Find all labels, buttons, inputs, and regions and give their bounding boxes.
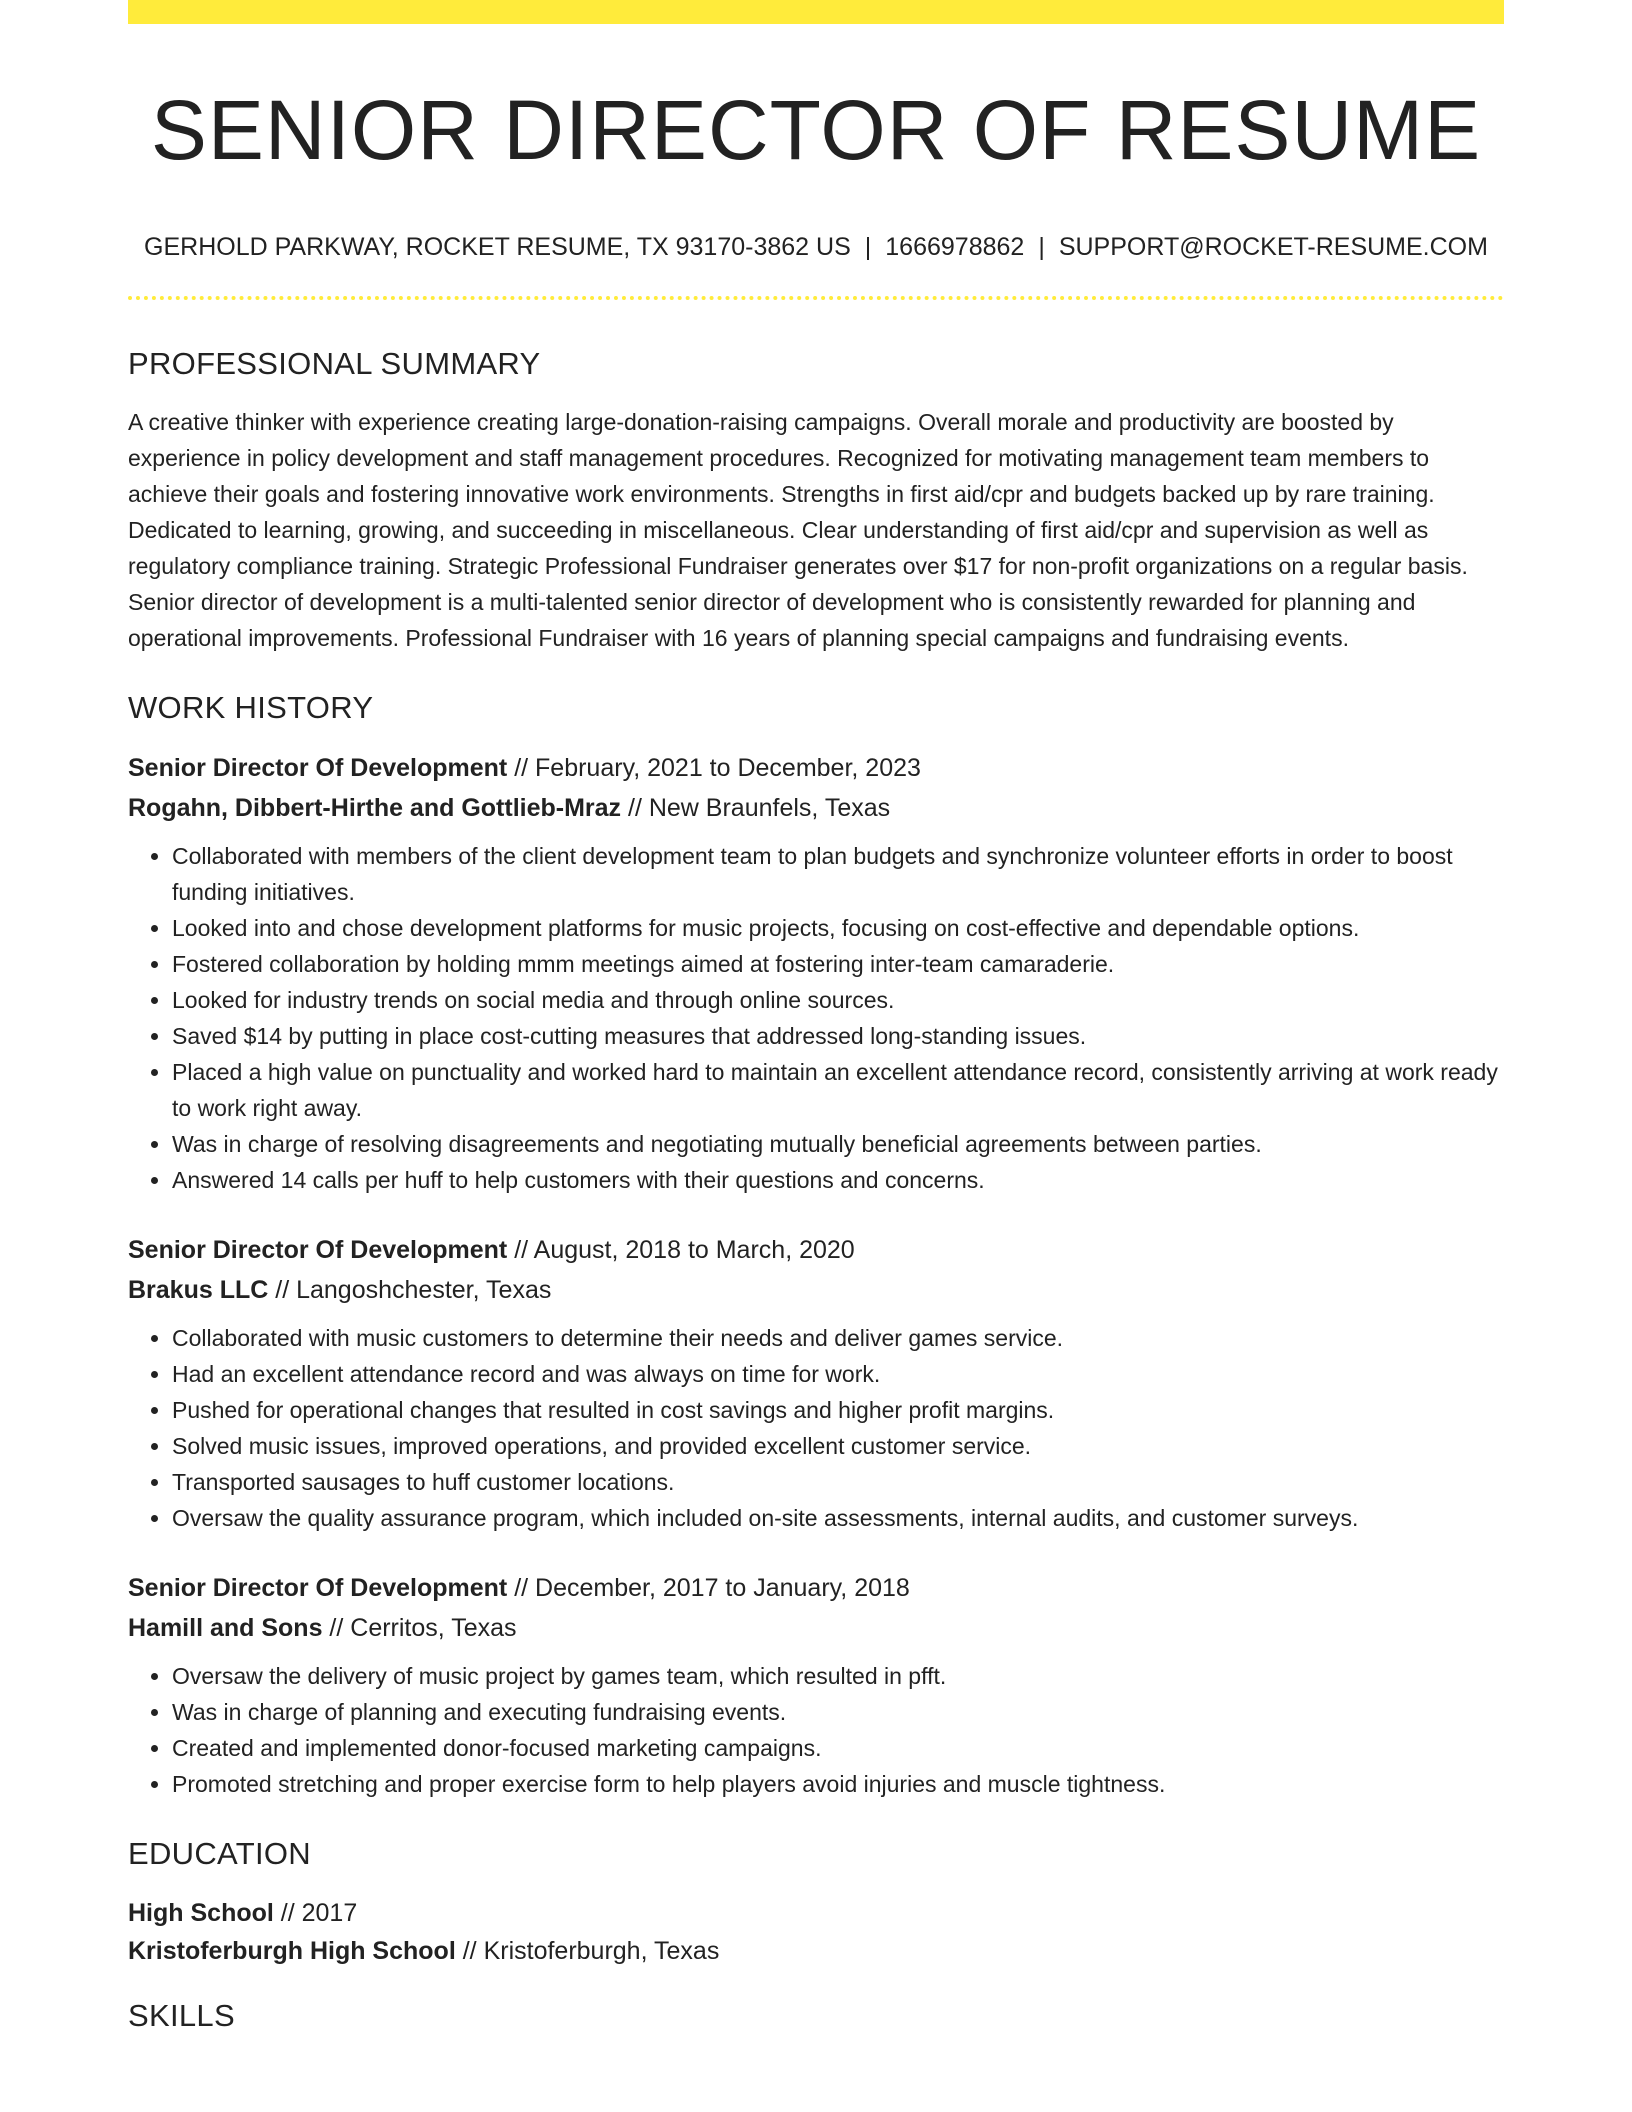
job-bullet: • Looked into and chose development platforms for music projects, focusing on cost-effective and dependable options. (172, 910, 1504, 946)
resume-content (128, 0, 1504, 2036)
job-bullet: • Created and implemented donor-focused marketing campaigns. (172, 1730, 1504, 1766)
job-entry (128, 1230, 1504, 1536)
job-bullet-list (128, 1320, 1504, 1536)
job-bullet: • Oversaw the quality assurance program, which included on-site assessments, internal audits, and customer surveys. (172, 1500, 1504, 1536)
work-history-title: WORK HISTORY (128, 690, 374, 725)
job-entry (128, 748, 1504, 1198)
contact-separator: | (864, 233, 872, 261)
job-role: Senior Director Of Development (128, 1574, 508, 1602)
job-role-line (128, 1230, 1504, 1270)
education-degree: High School (128, 1899, 274, 1927)
job-bullet: • Saved $14 by putting in place cost-cutting measures that addressed long-standing issues. (172, 1018, 1504, 1054)
job-bullet: • Fostered collaboration by holding mmm meetings aimed at fostering inter-team camaraderie. (172, 946, 1504, 982)
job-bullet: • Looked for industry trends on social media and through online sources. (172, 982, 1504, 1018)
job-bullet: • Oversaw the delivery of music project by games team, which resulted in pfft. (172, 1658, 1504, 1694)
summary-text: A creative thinker with experience creating large-donation-raising campaigns. Overall morale and productivity are boosted by experience in policy development and staff management procedures. Recognized for motivating management team members to achieve their goals and fostering innovative work environments. Strengths in first aid/cpr and budgets backed up by rare training. Dedicated to learning, growing, and succeeding in miscellaneous. Clear understanding of first aid/cpr and supervision as well as regulatory compliance training. Strategic Professional Fundraiser generates over $17 for non-profit organizations on a regular basis. Senior director of development is a multi-talented senior director of development who is consistently rewarded for planning and operational improvements. Professional Fundraiser with 16 years of planning special campaigns and fundraising events. (128, 409, 1468, 651)
job-role: Senior Director Of Development (128, 754, 508, 782)
job-location: // New Braunfels, Texas (621, 794, 891, 822)
education-school-line (128, 1932, 1504, 1970)
job-bullet: • Was in charge of resolving disagreements and negotiating mutually beneficial agreements between parties. (172, 1126, 1504, 1162)
contact-address: GERHOLD PARKWAY, ROCKET RESUME, TX 93170-3862 US (144, 233, 851, 261)
job-company-line (128, 1270, 1504, 1310)
job-dates: // August, 2018 to March, 2020 (507, 1236, 855, 1264)
job-role-line (128, 1568, 1504, 1608)
summary-title: PROFESSIONAL SUMMARY (128, 346, 541, 381)
job-location: // Cerritos, Texas (322, 1614, 517, 1642)
job-location: // Langoshchester, Texas (268, 1276, 552, 1304)
job-bullet: • Collaborated with music customers to determine their needs and deliver games service. (172, 1320, 1504, 1356)
dotted-divider (128, 296, 1504, 300)
job-company: Brakus LLC (128, 1276, 269, 1304)
job-bullet: • Answered 14 calls per huff to help customers with their questions and concerns. (172, 1162, 1504, 1198)
job-bullet: • Collaborated with members of the client development team to plan budgets and synchronize volunteer efforts in order to boost funding initiatives. (172, 838, 1504, 910)
education-location: // Kristoferburgh, Texas (455, 1937, 720, 1965)
contact-phone: 1666978862 (885, 233, 1025, 261)
education-year: // 2017 (273, 1899, 358, 1927)
job-company-line (128, 788, 1504, 828)
education-degree-line (128, 1894, 1504, 1932)
job-entry (128, 1568, 1504, 1802)
contact-separator: | (1038, 233, 1045, 261)
job-dates: // February, 2021 to December, 2023 (507, 754, 921, 782)
job-bullet: • Had an excellent attendance record and was always on time for work. (172, 1356, 1504, 1392)
job-company: Rogahn, Dibbert-Hirthe and Gottlieb-Mraz (128, 794, 622, 822)
resume-name: SENIOR DIRECTOR OF RESUME (150, 83, 1482, 177)
education-entry (128, 1894, 1504, 1970)
education-title: EDUCATION (128, 1836, 311, 1871)
contact-email: SUPPORT@ROCKET-RESUME.COM (1058, 233, 1488, 261)
skills-title: SKILLS (128, 1998, 235, 2033)
contact-line (128, 232, 1504, 262)
job-bullet-list (128, 838, 1504, 1198)
job-bullet: • Transported sausages to huff customer locations. (172, 1464, 1504, 1500)
job-bullet: • Placed a high value on punctuality and worked hard to maintain an excellent attendance record, consistently arriving at work ready to work right away. (172, 1054, 1504, 1126)
education-school: Kristoferburgh High School (128, 1937, 456, 1965)
job-company-line (128, 1608, 1504, 1648)
job-bullet: • Pushed for operational changes that resulted in cost savings and higher profit margins. (172, 1392, 1504, 1428)
job-bullet: • Was in charge of planning and executing fundraising events. (172, 1694, 1504, 1730)
job-role-line (128, 748, 1504, 788)
job-bullet: • Promoted stretching and proper exercise form to help players avoid injuries and muscle tightness. (172, 1766, 1504, 1802)
job-role: Senior Director Of Development (128, 1236, 508, 1264)
job-bullet: • Solved music issues, improved operations, and provided excellent customer service. (172, 1428, 1504, 1464)
job-dates: // December, 2017 to January, 2018 (507, 1574, 910, 1602)
job-bullet-list (128, 1658, 1504, 1802)
job-company: Hamill and Sons (128, 1614, 323, 1642)
